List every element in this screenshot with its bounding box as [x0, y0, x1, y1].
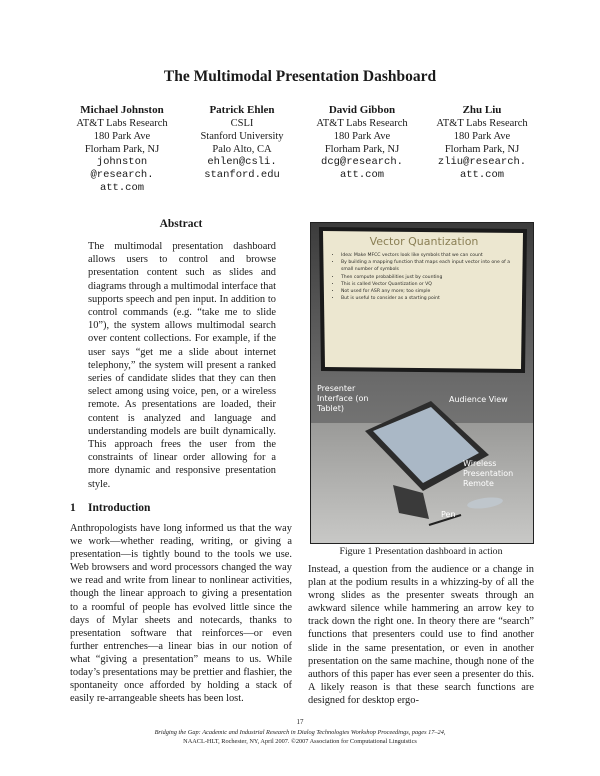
- author-2: [182, 104, 302, 195]
- author-address: Florham Park, NJ: [324, 144, 400, 155]
- author-email: zliu@research.: [437, 156, 527, 168]
- section-number: 1: [70, 502, 76, 514]
- author-email: johnston: [96, 156, 148, 168]
- author-name: David Gibbon: [328, 104, 396, 116]
- figure-photo: [310, 222, 534, 544]
- slide-bullet-list: [331, 252, 517, 302]
- figure-caption: Figure 1 Presentation dashboard in action: [339, 546, 503, 557]
- footer-proceedings: Bridging the Gap: Academic and Industrial Research in Dialog Technologies Workshop Proceedings, pages 17–24,: [154, 729, 446, 736]
- author-email: att.com: [459, 169, 505, 181]
- author-email: @research.: [90, 169, 154, 181]
- abstract-heading: Abstract: [159, 218, 203, 230]
- label-presenter-interface: Presenter Interface (on Tablet): [317, 384, 369, 413]
- slide-bullet: • Then compute probabilities just by counting: [341, 274, 517, 281]
- label-audience-view: Audience View: [449, 395, 508, 404]
- author-affiliation: AT&T Labs Research: [76, 118, 168, 129]
- author-affiliation: CSLI: [230, 118, 254, 129]
- author-address: Palo Alto, CA: [212, 144, 272, 155]
- section-heading: [70, 502, 292, 514]
- author-address: 180 Park Ave: [93, 131, 151, 142]
- author-block: [62, 104, 542, 195]
- abstract-text: The multimodal presentation dashboard allows users to control and browse presentation content such as slides and diagrams through a multimodal interface that supports speech and pen input. In addition to control commands (e.g. “take me to slide 10”), the system allows multimodal search over content collections. For example, if the user says “get me a slide about internet telephony,” the system will present a ranked series of candidate slides that they can then select among using voice, pen, or a wireless remote. As presentations are loaded, their content is analyzed and language and understanding models are built dynamically. This approach frees the user from the constraints of linear order allowing for a more dynamic and responsive presentation style.: [88, 241, 276, 490]
- author-email: stanford.edu: [204, 169, 280, 181]
- author-email: dcg@research.: [321, 156, 403, 168]
- page-footer: [0, 728, 600, 746]
- slide-bullet: • Not used for ASR any more; too simple: [341, 288, 517, 295]
- author-4: [422, 104, 542, 195]
- author-name: Zhu Liu: [462, 104, 502, 116]
- label-wireless-remote: Wireless Presentation Remote: [463, 459, 514, 488]
- section-title: Introduction: [88, 502, 151, 514]
- slide-bullet: • Idea: Make MFCC vectors look like symbols that we can count: [341, 252, 517, 259]
- author-email: att.com: [99, 182, 145, 194]
- slide-bullet: • But is useful to consider as a starting point: [341, 295, 517, 302]
- author-3: [302, 104, 422, 195]
- author-address: Stanford University: [200, 131, 284, 142]
- author-email: ehlen@csli.: [207, 156, 277, 168]
- page-number: 17: [296, 718, 304, 726]
- author-address: Florham Park, NJ: [444, 144, 520, 155]
- author-affiliation: AT&T Labs Research: [316, 118, 408, 129]
- label-pen: Pen: [441, 510, 456, 519]
- right-column-text: Instead, a question from the audience or a change in plan at the podium results in a whizzing-by of all the wrong slides as the presenter sweats through an awkward silence while hammering an arrow key to track down the right one. In theory there are “search” functions that presenters could use to find another slide in the same presentation, or even in another presentation on the same machine, though none of the authors of this paper has ever seen a presenter do this. A likely reason is that these search functions are designed for desktop ergo-: [308, 564, 534, 706]
- slide-bullet: • By building a mapping function that maps each input vector into one of a small number of symbols: [341, 259, 517, 273]
- slide-content: [331, 235, 517, 302]
- author-name: Michael Johnston: [80, 104, 164, 116]
- author-name: Patrick Ehlen: [209, 104, 275, 116]
- author-address: 180 Park Ave: [453, 131, 511, 142]
- author-address: 180 Park Ave: [333, 131, 391, 142]
- introduction-text: Anthropologists have long informed us that the way we work—whether reading, writing, or giving a presentation—is tightly bound to the tools we use. Web browsers and word processors changed the way we read and write from linear to nonlinear activities, though the linear approach to giving a presentation to a roomful of people has evolved little since the days of Mylar sheets and notecards, thanks to presentation software that reinforces—or even further entrenches—a linear bias in our notion of what “giving a presentation” means to us. While today’s presentations may be prettier and flashier, the spontaneity once afforded by holding a stack of easily re-arrangeable sheets has been lost.: [70, 523, 292, 705]
- author-email: att.com: [339, 169, 385, 181]
- author-1: [62, 104, 182, 195]
- author-affiliation: AT&T Labs Research: [436, 118, 528, 129]
- footer-copyright: NAACL-HLT, Rochester, NY, April 2007. ©2007 Association for Computational Linguistics: [183, 738, 417, 745]
- slide-bullet: • This is called Vector Quantization or VQ: [341, 281, 517, 288]
- slide-title: Vector Quantization: [369, 235, 479, 248]
- paper-title: The Multimodal Presentation Dashboard: [163, 68, 437, 85]
- author-address: Florham Park, NJ: [84, 144, 160, 155]
